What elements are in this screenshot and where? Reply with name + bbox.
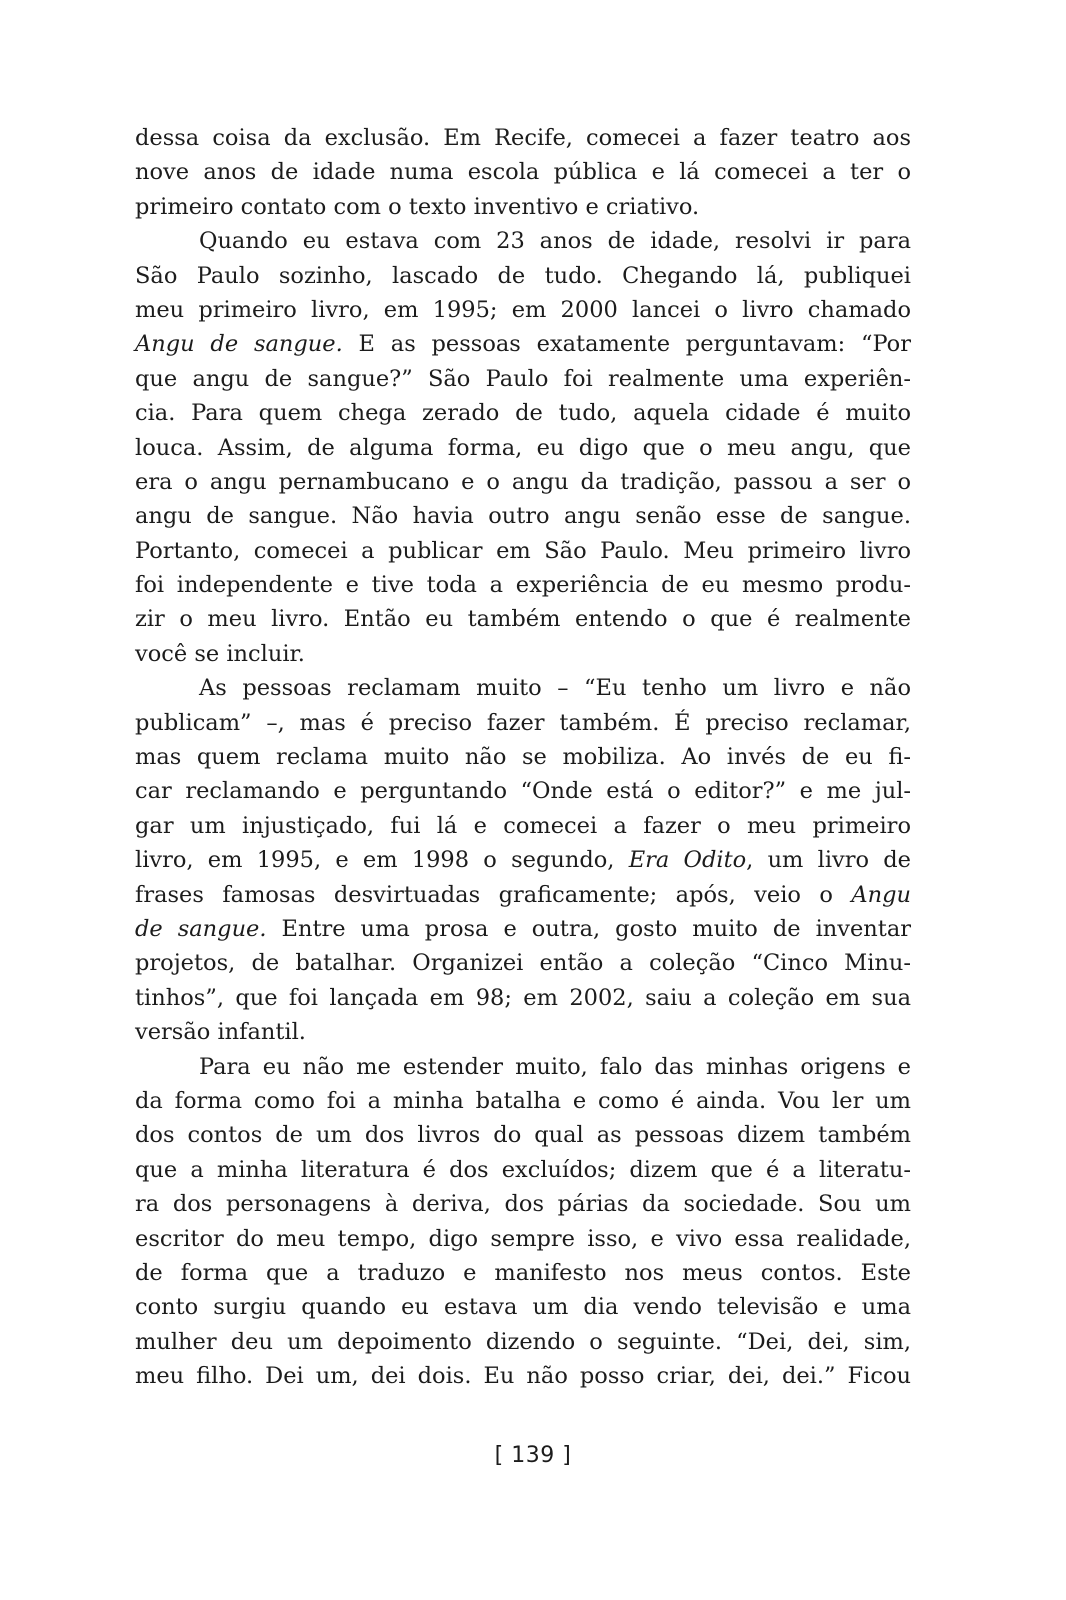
text-run: foi independente e tive toda a experiência de eu mesmo produ-: [135, 572, 911, 599]
text-run: que a minha literatura é dos excluídos; dizem que é a literatu-: [135, 1156, 911, 1183]
text-line: [135, 1290, 911, 1324]
text-line: [135, 1325, 911, 1359]
text-line: [135, 465, 911, 499]
text-run: Quando eu estava com 23 anos de idade, resolvi ir para: [199, 228, 911, 255]
text-run: de forma que a traduzo e manifesto nos meus contos. Este: [135, 1259, 911, 1286]
text-run: você se incluir.: [135, 640, 305, 667]
text-run: gar um injustiçado, fui lá e comecei a fazer o meu primeiro: [135, 812, 911, 839]
text-line: [135, 568, 911, 602]
text-run: projetos, de batalhar. Organizei então a coleção “Cinco Minu-: [135, 950, 911, 977]
paragraph: [135, 224, 911, 671]
text-run: São Paulo sozinho, lascado de tudo. Chegando lá, publiquei: [135, 262, 911, 289]
text-run: publicam” –, mas é preciso fazer também. É preciso reclamar,: [135, 709, 911, 736]
italic-title: Era Odito: [628, 847, 747, 874]
text-run: conto surgiu quando eu estava um dia vendo televisão e uma: [135, 1294, 911, 1321]
text-run: Portanto, comecei a publicar em São Paulo. Meu primeiro livro: [135, 537, 911, 564]
text-line: [135, 602, 911, 636]
text-line: [135, 1187, 911, 1221]
text-line: [135, 1015, 911, 1049]
text-line: [135, 499, 911, 533]
text-run: versão infantil.: [135, 1019, 306, 1046]
text-run: mulher deu um depoimento dizendo o seguinte. “Dei, dei, sim,: [135, 1328, 911, 1355]
text-run: cia. Para quem chega zerado de tudo, aquela cidade é muito: [135, 400, 911, 427]
text-run: zir o meu livro. Então eu também entendo o que é realmente: [135, 606, 911, 633]
paragraph: [135, 121, 911, 224]
text-run: nove anos de idade numa escola pública e lá comecei a ter o: [135, 159, 911, 186]
text-line: [135, 809, 911, 843]
text-run: dessa coisa da exclusão. Em Recife, comecei a fazer teatro aos: [135, 125, 911, 151]
text-line: [135, 878, 911, 912]
text-run: meu primeiro livro, em 1995; em 2000 lancei o livro chamado: [135, 296, 911, 323]
text-run: tinhos”, que foi lançada em 98; em 2002, saiu a coleção em sua: [135, 984, 911, 1011]
text-line: [135, 1222, 911, 1256]
text-run: que angu de sangue?” São Paulo foi realmente uma experiên-: [135, 365, 911, 392]
text-line: [135, 155, 911, 189]
text-line: [135, 1084, 911, 1118]
text-line: [135, 327, 911, 361]
text-run: E as pessoas exatamente perguntavam: “Por: [342, 331, 911, 358]
text-line: [135, 637, 911, 671]
text-line: [135, 1118, 911, 1152]
text-run: frases famosas desvirtuadas graficamente; após, veio o: [135, 881, 852, 908]
text-run: meu filho. Dei um, dei dois. Eu não posso criar, dei, dei.” Ficou: [135, 1363, 911, 1390]
text-line: [135, 1153, 911, 1187]
text-line: [135, 534, 911, 568]
text-run: mas quem reclama muito não se mobiliza. Ao invés de eu fi-: [135, 744, 911, 771]
text-line: [135, 740, 911, 774]
text-line: [135, 121, 911, 155]
paragraph: [135, 1050, 911, 1394]
text-line: [135, 362, 911, 396]
italic-title: de sangue.: [135, 915, 267, 942]
text-line: [135, 706, 911, 740]
text-line: [135, 981, 911, 1015]
text-run: Entre uma prosa e outra, gosto muito de inventar: [266, 915, 911, 942]
text-line: [135, 912, 911, 946]
text-line: [135, 293, 911, 327]
text-run: angu de sangue. Não havia outro angu senão esse de sangue.: [135, 503, 911, 530]
text-line: [135, 1050, 911, 1084]
text-run: As pessoas reclamam muito – “Eu tenho um livro e não: [199, 675, 911, 702]
paragraph: [135, 671, 911, 1049]
text-line: [135, 843, 911, 877]
text-line: [135, 774, 911, 808]
text-line: [135, 396, 911, 430]
text-run: louca. Assim, de alguma forma, eu digo que o meu angu, que: [135, 434, 911, 461]
text-run: era o angu pernambucano e o angu da tradição, passou a ser o: [135, 468, 911, 495]
text-line: [135, 671, 911, 705]
text-line: [135, 1359, 911, 1393]
italic-title: Angu de sangue.: [135, 331, 343, 358]
text-run: escritor do meu tempo, digo sempre isso, e vivo essa realidade,: [135, 1225, 911, 1252]
text-run: primeiro contato com o texto inventivo e criativo.: [135, 193, 700, 220]
text-run: dos contos de um dos livros do qual as pessoas dizem também: [135, 1122, 911, 1149]
page-number: [ 139 ]: [494, 1443, 572, 1468]
text-line: [135, 259, 911, 293]
text-run: , um livro de: [746, 847, 911, 874]
text-line: [135, 224, 911, 258]
italic-title: Angu: [851, 881, 911, 908]
text-run: ra dos personagens à deriva, dos párias da sociedade. Sou um: [135, 1191, 911, 1218]
text-run: livro, em 1995, e em 1998 o segundo,: [135, 847, 629, 874]
text-line: [135, 1256, 911, 1290]
text-run: car reclamando e perguntando “Onde está o editor?” e me jul-: [135, 778, 911, 805]
text-line: [135, 190, 911, 224]
text-line: [135, 946, 911, 980]
body-text: [135, 121, 911, 1393]
text-run: da forma como foi a minha batalha e como é ainda. Vou ler um: [135, 1087, 911, 1114]
text-line: [135, 431, 911, 465]
text-run: Para eu não me estender muito, falo das minhas origens e: [199, 1053, 911, 1080]
